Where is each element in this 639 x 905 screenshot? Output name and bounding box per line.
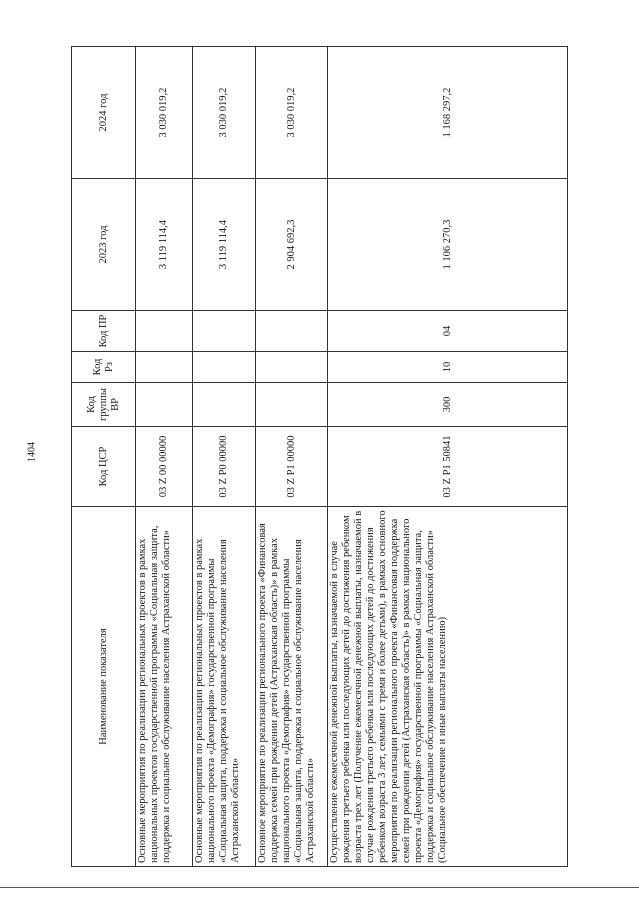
table-row [256,47,328,867]
row-name: Основные мероприятия по реализации региональных проектов в рамках национальных проектов государственной программы «Социальная защита, поддержка и социальное обслуживание населения Астраханской области» [136,507,193,867]
page-number: 1404 [26,442,38,462]
bottom-rule [0,887,639,888]
row-2024: 3 030 019,2 [193,47,256,179]
header-pr: Код ПР [72,311,136,352]
table-row [193,47,256,867]
row-2024: 3 030 019,2 [256,47,328,179]
row-rz [193,352,256,383]
rotated-table-wrapper [71,47,567,867]
table-header-row [72,47,136,867]
row-vr [256,383,328,427]
header-2023: 2023 год [72,179,136,311]
row-rz: 10 [328,352,568,383]
row-csr: 03 Z P1 00000 [256,427,328,507]
row-pr [193,311,256,352]
header-vr: Код группы ВР [72,383,136,427]
budget-table [71,46,568,867]
row-csr: 03 Z 00 00000 [136,427,193,507]
row-rz [136,352,193,383]
row-pr [256,311,328,352]
row-2023: 3 119 114,4 [136,179,193,311]
row-csr: 03 Z P1 50841 [328,427,568,507]
header-rz: Код Рз [72,352,136,383]
table-row [136,47,193,867]
row-name: Осуществление ежемесячной денежной выплаты, назначаемой в случае рождения третьего ребенка или последующих детей до достижения ребенком возраста трех лет (Получение ежемесячной денежной выплаты, назначаемой в случае рождения третьего ребенка или последующих детей до достижения ребенком возраста 3 лет, семьями с тремя и более детьми), в рамках основного мероприятия по реализации регионального проекта «Финансовая поддержка семей при рождении детей (Астраханская область)» в рамках национального проекта «Демография» государственной программы «Социальная защита, поддержка и социальное обслуживание населения Астраханской области» (Социальное обеспечение и иные выплаты населению) [328,507,568,867]
row-name: Основное мероприятие по реализации регионального проекта «Финансовая поддержка семей при рождении детей (Астраханская область)» в рамках национального проекта «Демография» государственной программы «Социальная защита, поддержка и социальное обслуживание населения Астраханской области» [256,507,328,867]
row-2024: 1 168 297,2 [328,47,568,179]
row-2023: 1 106 270,3 [328,179,568,311]
row-pr [136,311,193,352]
header-2024: 2024 год [72,47,136,179]
row-2024: 3 030 019,2 [136,47,193,179]
row-rz [256,352,328,383]
row-vr [193,383,256,427]
row-2023: 2 904 692,3 [256,179,328,311]
row-2023: 3 119 114,4 [193,179,256,311]
table-row [328,47,568,867]
row-csr: 03 Z P0 00000 [193,427,256,507]
row-pr: 04 [328,311,568,352]
header-name: Наименование показателя [72,507,136,867]
row-vr [136,383,193,427]
row-vr: 300 [328,383,568,427]
row-name: Основные мероприятия по реализации региональных проектов в рамках национального проекта «Демография» государственной программы «Социальная защита, поддержка и социальное обслуживание населения Астраханской области» [193,507,256,867]
header-csr: Код ЦСР [72,427,136,507]
